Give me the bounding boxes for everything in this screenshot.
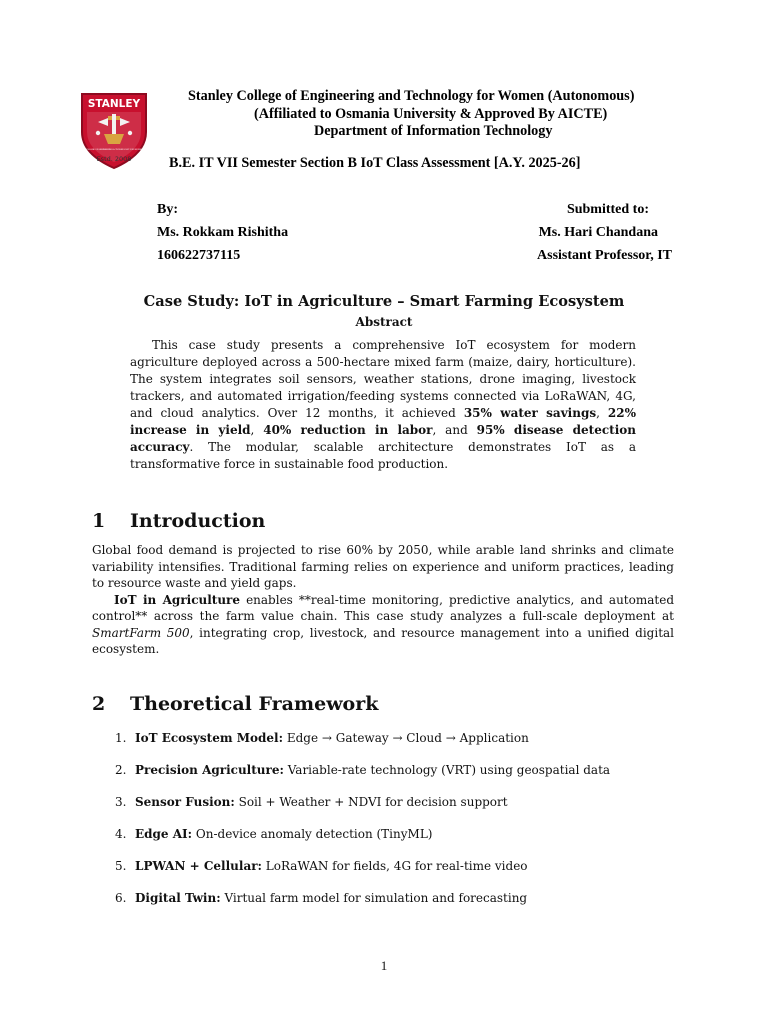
kpi-yield: 22% increase in yield	[130, 406, 636, 437]
section-number: 2	[92, 693, 106, 715]
list-item: 5. LPWAN + Cellular: LoRaWAN for fields, 4G for real-time video	[115, 859, 528, 873]
section-title: Introduction	[130, 510, 266, 532]
list-item: 1. IoT Ecosystem Model: Edge → Gateway → Cloud → Application	[115, 731, 529, 745]
logo-name: STANLEY	[87, 98, 141, 110]
logo-established: Estd. 2008	[96, 155, 132, 163]
introduction-paragraph-1: Global food demand is projected to rise 60% by 2050, while arable land shrinks and climate variability intensifies. Traditional farming relies on experience and uniform practices, leading to resource waste and yield gaps.	[92, 543, 674, 590]
abstract-text: This case study presents a comprehensive IoT ecosystem for modern agriculture deployed across a 500-hectare mixed farm (maize, dairy, horticulture). The system integrates soil sensors, weather stations, drone imaging, livestock trackers, and automated irrigation/feeding systems connected via LoRaWAN, 4G, and cloud analytics. Over 12 months, it achieved 35% water savings, 22% increase in yield, 40% reduction in labor, and 95% disease detection accuracy. The modular, scalable architecture demonstrates IoT as a transformative force in sustainable food production.	[130, 338, 636, 471]
list-item: 3. Sensor Fusion: Soil + Weather + NDVI for decision support	[115, 795, 508, 809]
section-heading-theoretical-framework	[92, 693, 378, 715]
logo-subtitle: COLLEGE OF ENGINEERING & TECHNOLOGY FOR WOMEN	[85, 149, 143, 151]
list-item: 4. Edge AI: On-device anomaly detection (TinyML)	[115, 827, 433, 841]
kpi-water: 35% water savings	[463, 406, 597, 420]
page-number: 1	[380, 958, 388, 973]
case-study-title: Case Study: IoT in Agriculture – Smart Farming Ecosystem	[143, 293, 625, 310]
by-label: By:	[157, 202, 178, 217]
author-name: Ms. Rokkam Rishitha	[157, 225, 289, 240]
department: Department of Information Technology	[314, 123, 553, 139]
list-item: 6. Digital Twin: Virtual farm model for simulation and forecasting	[115, 891, 528, 905]
assessment-title: B.E. IT VII Semester Section B IoT Class Assessment [A.Y. 2025-26]	[169, 155, 581, 171]
college-name: Stanley College of Engineering and Technology for Women (Autonomous)	[188, 88, 635, 104]
submitted-to-label: Submitted to:	[566, 202, 649, 217]
faculty-name: Ms. Hari Chandana	[538, 225, 658, 240]
section-number: 1	[92, 510, 106, 532]
kpi-disease: 95% disease detection accuracy	[130, 423, 636, 454]
kpi-labor: 40% reduction in labor	[263, 423, 433, 437]
faculty-designation: Assistant Professor, IT	[537, 248, 672, 263]
section-heading-introduction	[92, 510, 265, 532]
list-item: 2. Precision Agriculture: Variable-rate technology (VRT) using geospatial data	[115, 763, 611, 777]
framework-list	[115, 729, 610, 921]
author-roll-number: 160622737115	[157, 248, 241, 263]
affiliation: (Affiliated to Osmania University & Approved By AICTE)	[254, 106, 608, 122]
abstract-heading: Abstract	[355, 315, 413, 329]
introduction-paragraph-2: IoT in Agriculture enables **real-time monitoring, predictive analytics, and automated control** across the farm value chain. This case study analyzes a full-scale deployment at SmartFarm 500, integrating crop, livestock, and resource management into a unified digital ecosystem.	[92, 592, 675, 656]
introduction-body	[92, 542, 674, 658]
section-title: Theoretical Framework	[130, 693, 379, 715]
